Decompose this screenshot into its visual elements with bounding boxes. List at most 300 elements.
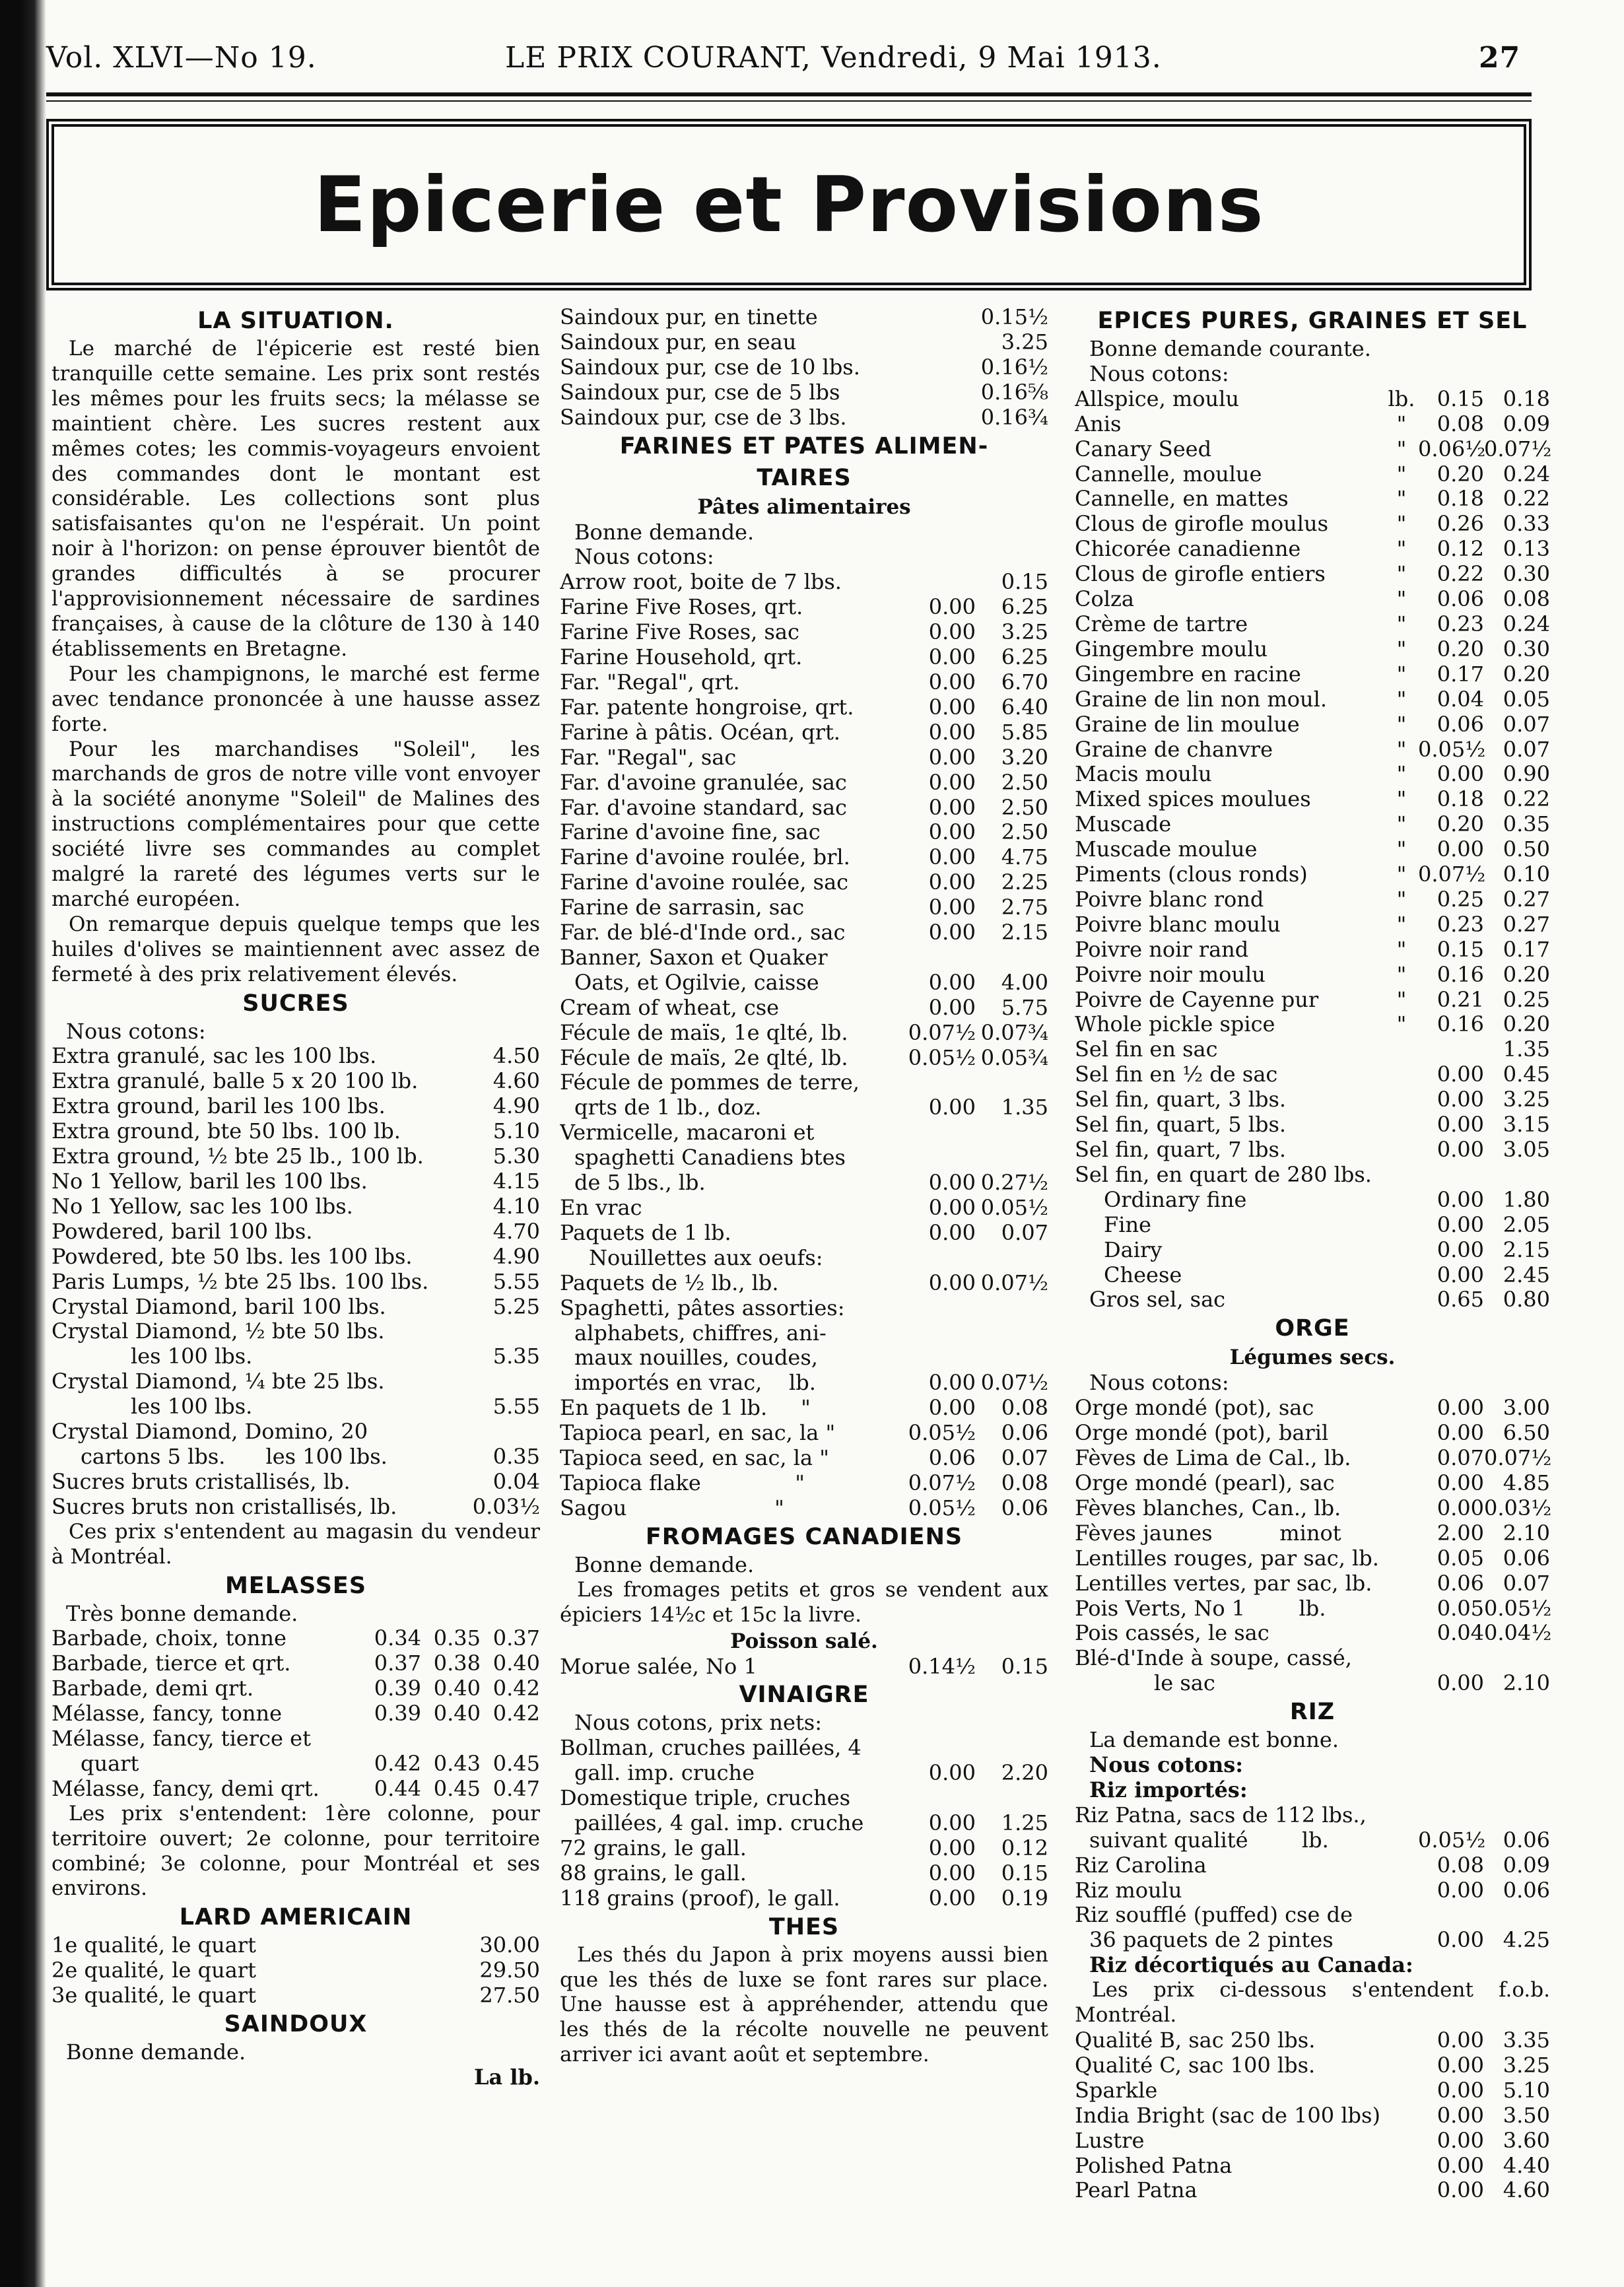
intro-line: Bonne demande courante. bbox=[1089, 336, 1371, 361]
price-row bbox=[560, 796, 1048, 821]
unit-mark: " bbox=[1396, 686, 1407, 712]
price-value: 0.44 bbox=[374, 1775, 421, 1801]
unit-mark: " bbox=[1396, 911, 1407, 937]
item-label: Blé-d'Inde à soupe, cassé, bbox=[1075, 1646, 1352, 1671]
price-value: 0.06 bbox=[928, 1445, 976, 1471]
price-row bbox=[51, 1626, 540, 1651]
price-row bbox=[1075, 662, 1550, 687]
column-1 bbox=[51, 305, 540, 2261]
item-label: No 1 Yellow, baril les 100 lbs. bbox=[51, 1169, 368, 1194]
price-value: 0.03½ bbox=[1484, 1495, 1552, 1520]
price-value: 0.90 bbox=[1503, 761, 1550, 787]
price-row bbox=[51, 1219, 540, 1245]
item-label: Far. de blé-d'Inde ord., sac bbox=[560, 920, 846, 945]
price-value: 0.00 bbox=[928, 1860, 976, 1886]
price-value: 0.16 bbox=[1437, 1011, 1484, 1037]
price-row bbox=[51, 1445, 540, 1470]
price-value: 5.85 bbox=[1001, 719, 1048, 745]
price-row bbox=[1075, 2078, 1550, 2103]
unit-mark: " bbox=[1396, 936, 1407, 962]
price-value: 0.04½ bbox=[1484, 1620, 1552, 1646]
item-label: Extra ground, bte 50 lbs. 100 lb. bbox=[51, 1119, 401, 1144]
price-row bbox=[560, 1296, 1048, 1321]
price-value: 4.60 bbox=[492, 1068, 540, 1094]
price-value: 0.40 bbox=[492, 1651, 540, 1676]
price-value: 0.15 bbox=[1001, 569, 1048, 595]
item-label: paillées, 4 gal. imp. cruche bbox=[574, 1811, 864, 1836]
section-heading: MELASSES bbox=[224, 1572, 367, 1599]
price-value: 5.55 bbox=[492, 1394, 540, 1419]
price-note: Les fromages petits et gros se vendent aux épiciers 14½c et 15c la livre. bbox=[560, 1577, 1048, 1627]
price-row bbox=[1075, 1853, 1550, 1878]
item-label: Poivre blanc rond bbox=[1075, 887, 1264, 912]
price-value bbox=[900, 1346, 976, 1371]
price-row bbox=[51, 1752, 540, 1777]
price-row bbox=[51, 1419, 540, 1445]
price-row bbox=[1075, 812, 1550, 837]
price-value: 0.16⅝ bbox=[980, 379, 1048, 405]
item-label: 88 grains, le gall. bbox=[560, 1860, 747, 1886]
price-value: 0.09 bbox=[1503, 1852, 1550, 1878]
journal-title: LE PRIX COURANT, Vendredi, 9 Mai 1913. bbox=[505, 41, 1162, 75]
item-label: Sel fin, en quart de 280 lbs. bbox=[1075, 1162, 1372, 1187]
unit-mark bbox=[1385, 1188, 1418, 1213]
price-value: 0.07½ bbox=[1484, 1445, 1552, 1471]
price-value: 0.00 bbox=[928, 819, 976, 845]
price-value: 0.45 bbox=[1503, 1062, 1550, 1087]
price-value: 3.25 bbox=[1503, 1087, 1550, 1112]
intro-line: Bonne demande. bbox=[574, 1552, 755, 1577]
item-label: maux nouilles, coudes, bbox=[574, 1346, 818, 1371]
price-value: 0.22 bbox=[1503, 786, 1550, 812]
price-row bbox=[1075, 437, 1550, 462]
price-value: 0.00 bbox=[1437, 1087, 1484, 1112]
price-value: 0.00 bbox=[928, 594, 976, 620]
price-value: 0.00 bbox=[1437, 1186, 1484, 1212]
price-row bbox=[560, 820, 1048, 845]
item-label: Allspice, moulu bbox=[1075, 386, 1239, 411]
item-label: Gros sel, sac bbox=[1089, 1287, 1226, 1313]
price-row bbox=[1075, 1287, 1550, 1313]
price-row bbox=[51, 1119, 540, 1144]
item-label: Whole pickle spice bbox=[1075, 1012, 1275, 1037]
item-label: No 1 Yellow, sac les 100 lbs. bbox=[51, 1194, 353, 1219]
price-value bbox=[900, 1246, 976, 1271]
price-row bbox=[560, 1171, 1048, 1196]
price-row bbox=[1075, 1521, 1550, 1546]
unit-mark: lb. bbox=[1388, 386, 1415, 411]
price-row bbox=[1075, 1421, 1550, 1446]
item-label: Fèves de Lima de Cal., lb. bbox=[1075, 1446, 1351, 1471]
price-value: 0.13 bbox=[1503, 536, 1550, 562]
price-value: 2.50 bbox=[1001, 794, 1048, 820]
price-value: 0.50 bbox=[1503, 836, 1550, 862]
price-row bbox=[1075, 1878, 1550, 1903]
price-row bbox=[51, 1676, 540, 1701]
price-value: 0.06 bbox=[1437, 586, 1484, 612]
price-row bbox=[51, 1701, 540, 1726]
price-value: 0.00 bbox=[928, 1170, 976, 1196]
price-list bbox=[560, 570, 1048, 1520]
price-value bbox=[976, 1246, 1048, 1271]
price-value: 0.00 bbox=[1437, 1927, 1484, 1953]
price-row bbox=[560, 645, 1048, 670]
price-value: 0.00 bbox=[928, 719, 976, 745]
price-value: 0.18 bbox=[1437, 486, 1484, 512]
price-value: 0.05½ bbox=[1484, 1595, 1552, 1621]
price-row bbox=[1075, 737, 1550, 763]
price-value: 0.00 bbox=[1437, 1670, 1484, 1696]
price-row bbox=[1075, 1012, 1550, 1037]
price-value: 5.10 bbox=[1503, 2077, 1550, 2103]
price-value bbox=[976, 1145, 1048, 1171]
price-value: 0.17 bbox=[1503, 936, 1550, 962]
price-value: 0.26 bbox=[1437, 511, 1484, 537]
item-label: Qualité B, sac 250 lbs. bbox=[1075, 2028, 1316, 2053]
price-row bbox=[51, 1983, 540, 2008]
price-list bbox=[51, 1933, 540, 2008]
price-row bbox=[560, 1070, 1048, 1095]
price-value: 0.45 bbox=[433, 1775, 481, 1801]
unit-mark: " bbox=[1396, 961, 1407, 987]
price-value: 0.24 bbox=[1503, 461, 1550, 487]
price-row bbox=[1075, 1471, 1550, 1496]
price-row bbox=[560, 1221, 1048, 1246]
item-label: Sel fin, quart, 3 lbs. bbox=[1075, 1087, 1287, 1112]
price-row bbox=[560, 670, 1048, 695]
price-value: 0.37 bbox=[374, 1651, 421, 1676]
price-value: 0.00 bbox=[1437, 2077, 1484, 2103]
item-label: Macis moulu bbox=[1075, 762, 1212, 787]
price-value: 0.39 bbox=[374, 1676, 421, 1701]
price-list bbox=[51, 1626, 540, 1801]
price-value: 0.25 bbox=[1437, 886, 1484, 912]
price-value: 0.05 bbox=[1437, 1595, 1484, 1621]
item-label: Fine bbox=[1104, 1212, 1151, 1237]
price-value bbox=[1418, 1646, 1484, 1671]
price-row bbox=[560, 1120, 1048, 1145]
intro-line: Nous cotons: bbox=[66, 1018, 206, 1044]
price-value: 0.00 bbox=[928, 994, 976, 1020]
item-label: Powdered, bte 50 lbs. les 100 lbs. bbox=[51, 1244, 413, 1269]
price-row bbox=[51, 1369, 540, 1394]
price-value: 0.05½ bbox=[980, 1195, 1048, 1220]
price-value: 0.17 bbox=[1437, 661, 1484, 687]
item-label: Gingembre en racine bbox=[1075, 662, 1301, 687]
price-value: 0.00 bbox=[1437, 1212, 1484, 1237]
price-row bbox=[1075, 387, 1550, 412]
price-row bbox=[51, 1319, 540, 1344]
price-row bbox=[1075, 1803, 1550, 1828]
price-row bbox=[560, 1321, 1048, 1346]
price-value: 3.05 bbox=[1503, 1137, 1550, 1162]
price-value: 0.00 bbox=[928, 1760, 976, 1786]
item-label: Farine Five Roses, qrt. bbox=[560, 595, 803, 620]
item-label: Barbade, tierce et qrt. bbox=[51, 1651, 291, 1676]
price-value bbox=[900, 1145, 976, 1171]
price-row bbox=[560, 1396, 1048, 1421]
price-value: 0.12 bbox=[1437, 536, 1484, 562]
price-value: 0.42 bbox=[492, 1701, 540, 1726]
item-label: Farine Household, qrt. bbox=[560, 645, 803, 670]
price-value: 0.00 bbox=[928, 619, 976, 645]
item-label: quart bbox=[81, 1751, 139, 1776]
price-value: 0.00 bbox=[1437, 1420, 1484, 1446]
price-row bbox=[1075, 1671, 1550, 1696]
price-value: 0.07 bbox=[1503, 736, 1550, 762]
price-value: 2.15 bbox=[1503, 1237, 1550, 1262]
price-value: 4.60 bbox=[1503, 2177, 1550, 2203]
section-heading: EPICES PURES, GRAINES ET SEL bbox=[1097, 308, 1528, 334]
item-label: Fécule de maïs, 2e qlté, lb. bbox=[560, 1045, 848, 1070]
price-value: 0.42 bbox=[492, 1676, 540, 1701]
item-label: Lentilles rouges, par sac, lb. bbox=[1075, 1546, 1379, 1571]
item-label: Pois Verts, No 1 lb. bbox=[1075, 1596, 1326, 1621]
item-label: Canary Seed bbox=[1075, 436, 1212, 461]
price-value: 0.06 bbox=[1001, 1420, 1048, 1446]
price-value: 0.47 bbox=[492, 1775, 540, 1801]
item-label: Barbade, demi qrt. bbox=[51, 1676, 254, 1701]
price-note: Les thés du Japon à prix moyens aussi bien que les thés de luxe se font rares sur place. Une hausse est à appréhender, attendu que les thés de la récolte nouvelle ne peuvent arriver ici avant août et septembre. bbox=[560, 1942, 1048, 2067]
price-row bbox=[1075, 2028, 1550, 2053]
price-value: 4.10 bbox=[492, 1193, 540, 1219]
item-label: Spaghetti, pâtes assorties: bbox=[560, 1295, 845, 1320]
price-row bbox=[1075, 712, 1550, 737]
price-row bbox=[560, 620, 1048, 645]
item-label: Far. "Regal", sac bbox=[560, 745, 737, 770]
item-label: Cheese bbox=[1104, 1262, 1182, 1287]
price-value: 0.00 bbox=[1437, 1395, 1484, 1421]
item-label: Sel fin, quart, 7 lbs. bbox=[1075, 1138, 1287, 1162]
price-value: 0.00 bbox=[928, 769, 976, 795]
intro-line: Nous cotons: bbox=[574, 544, 714, 570]
price-value: 3.15 bbox=[1503, 1112, 1550, 1138]
price-row bbox=[560, 1421, 1048, 1446]
price-value: 0.19 bbox=[1001, 1885, 1048, 1911]
item-label: Crème de tartre bbox=[1075, 611, 1248, 636]
item-label: Far. "Regal", qrt. bbox=[560, 669, 740, 695]
price-row bbox=[560, 1371, 1048, 1396]
price-value: 0.07½ bbox=[980, 1270, 1048, 1295]
section-title: Epicerie et Provisions bbox=[314, 160, 1264, 250]
price-value: 30.00 bbox=[479, 1932, 540, 1958]
price-value: 0.00 bbox=[928, 694, 976, 720]
price-value: 4.00 bbox=[1001, 969, 1048, 995]
page-number: 27 bbox=[1479, 41, 1521, 75]
price-value: 0.00 bbox=[928, 744, 976, 770]
price-value: 0.14½ bbox=[908, 1653, 976, 1679]
price-row bbox=[1075, 487, 1550, 512]
item-label: Barbade, choix, tonne bbox=[51, 1626, 287, 1651]
price-row bbox=[1075, 2129, 1550, 2154]
price-value: 0.27½ bbox=[980, 1170, 1048, 1196]
price-value: 3.60 bbox=[1503, 2127, 1550, 2153]
item-label: Extra ground, ½ bte 25 lb., 100 lb. bbox=[51, 1144, 424, 1169]
price-row bbox=[560, 945, 1048, 971]
price-value bbox=[900, 1296, 976, 1321]
price-value: 0.05½ bbox=[1418, 736, 1486, 762]
item-label: Lustre bbox=[1075, 2128, 1145, 2153]
price-value bbox=[976, 1736, 1048, 1761]
price-value: 4.15 bbox=[492, 1169, 540, 1194]
price-value: 0.39 bbox=[374, 1701, 421, 1726]
price-value bbox=[467, 1419, 540, 1445]
price-value: 0.00 bbox=[1437, 1262, 1484, 1287]
price-value: 0.06 bbox=[1437, 1570, 1484, 1596]
price-value: 0.18 bbox=[1503, 386, 1550, 411]
item-label: Powdered, baril 100 lbs. bbox=[51, 1219, 313, 1244]
price-row bbox=[1075, 1646, 1550, 1671]
price-row bbox=[560, 1446, 1048, 1471]
price-value: 0.00 bbox=[928, 920, 976, 945]
price-row bbox=[1075, 1112, 1550, 1138]
price-row bbox=[1075, 1396, 1550, 1421]
unit-mark bbox=[1385, 1238, 1418, 1263]
item-label: Far. d'avoine granulée, sac bbox=[560, 770, 847, 795]
price-value: 0.07½ bbox=[1484, 436, 1552, 461]
price-value: 0.22 bbox=[1437, 561, 1484, 587]
price-value: 0.00 bbox=[928, 969, 976, 995]
item-label: Anis bbox=[1075, 411, 1122, 436]
price-value: 5.35 bbox=[492, 1344, 540, 1369]
unit-mark: " bbox=[1396, 411, 1407, 436]
price-value bbox=[976, 1321, 1048, 1346]
price-value: 0.16½ bbox=[980, 354, 1048, 380]
item-label: 72 grains, le gall. bbox=[560, 1835, 747, 1860]
situation-text bbox=[51, 337, 540, 988]
item-label: spaghetti Canadiens btes bbox=[574, 1145, 846, 1171]
header-rule-thin bbox=[46, 100, 1532, 102]
unit-mark bbox=[1385, 1037, 1418, 1062]
subheading: Légumes secs. bbox=[1229, 1346, 1396, 1370]
price-value: 0.00 bbox=[928, 1219, 976, 1245]
price-value: 0.20 bbox=[1437, 636, 1484, 662]
price-row bbox=[1075, 537, 1550, 562]
price-row bbox=[51, 1470, 540, 1495]
item-label: les 100 lbs. bbox=[131, 1394, 253, 1419]
item-label: Saindoux pur, en tinette bbox=[560, 305, 818, 329]
price-row bbox=[1075, 2103, 1550, 2129]
price-row bbox=[1075, 837, 1550, 862]
item-label: Colza bbox=[1075, 587, 1134, 612]
price-value: 0.06½ bbox=[1418, 436, 1486, 461]
price-value: 3.00 bbox=[1503, 1395, 1550, 1421]
price-value: 0.00 bbox=[1437, 2028, 1484, 2053]
price-value: 4.40 bbox=[1503, 2152, 1550, 2178]
item-label: Extra granulé, balle 5 x 20 100 lb. bbox=[51, 1069, 419, 1094]
price-value: 0.40 bbox=[433, 1701, 481, 1726]
price-value: 0.07½ bbox=[1418, 862, 1486, 887]
price-value: 0.07½ bbox=[908, 1470, 976, 1495]
price-row bbox=[51, 1270, 540, 1295]
unit-mark: " bbox=[1396, 536, 1407, 562]
price-value: 0.15½ bbox=[980, 304, 1048, 329]
item-label: Farine à pâtis. Océan, qrt. bbox=[560, 720, 840, 745]
price-value: 0.43 bbox=[433, 1750, 481, 1776]
column-2 bbox=[560, 305, 1048, 2261]
price-row bbox=[560, 1246, 1048, 1271]
price-value: 0.30 bbox=[1503, 561, 1550, 587]
unit-mark: " bbox=[1396, 711, 1407, 737]
price-value: 0.15 bbox=[1001, 1653, 1048, 1679]
price-value: 4.75 bbox=[1001, 844, 1048, 870]
item-label: Riz Carolina bbox=[1075, 1853, 1207, 1878]
item-label: Lentilles vertes, par sac, lb. bbox=[1075, 1571, 1372, 1596]
price-row bbox=[560, 595, 1048, 620]
price-value: 0.20 bbox=[1503, 661, 1550, 687]
price-value: 5.55 bbox=[492, 1268, 540, 1294]
price-row bbox=[560, 1021, 1048, 1046]
price-value: 0.30 bbox=[1503, 636, 1550, 662]
price-value: 0.23 bbox=[1437, 611, 1484, 636]
price-value: 2.20 bbox=[1001, 1760, 1048, 1786]
price-value: 0.07 bbox=[1001, 1445, 1048, 1471]
unit-mark: " bbox=[1396, 611, 1407, 636]
item-label: gall. imp. cruche bbox=[574, 1761, 755, 1786]
price-value: 3.25 bbox=[1001, 329, 1048, 355]
item-label: Tapioca seed, en sac, la " bbox=[560, 1446, 829, 1471]
price-value bbox=[1418, 1037, 1484, 1062]
item-label: suivant qualité lb. bbox=[1089, 1827, 1329, 1853]
item-label: Tapioca pearl, en sac, la " bbox=[560, 1421, 836, 1446]
item-label: Nouillettes aux oeufs: bbox=[589, 1245, 823, 1270]
intro-line: Bonne demande. bbox=[66, 2040, 246, 2065]
price-note: Ces prix s'entendent au magasin du vendeur à Montréal. bbox=[51, 1519, 540, 1569]
price-value: 0.42 bbox=[374, 1750, 421, 1776]
intro-line: Très bonne demande. bbox=[66, 1600, 298, 1626]
price-value bbox=[1484, 1903, 1550, 1928]
price-value: 0.05½ bbox=[1418, 1827, 1486, 1853]
unit-mark: " bbox=[1396, 862, 1407, 887]
price-value: 0.07½ bbox=[980, 1370, 1048, 1396]
price-value bbox=[362, 1726, 421, 1752]
price-value bbox=[900, 570, 976, 595]
price-value: 2.10 bbox=[1503, 1520, 1550, 1546]
item-label: Polished Patna bbox=[1075, 2153, 1233, 2178]
item-label: Crystal Diamond, ¼ bte 25 lbs. bbox=[51, 1369, 385, 1394]
price-row bbox=[560, 1655, 1048, 1680]
price-row bbox=[1075, 988, 1550, 1013]
price-value: 0.10 bbox=[1503, 862, 1550, 887]
price-row bbox=[560, 1046, 1048, 1071]
price-value: 0.00 bbox=[1437, 2177, 1484, 2203]
unit-mark bbox=[1385, 1263, 1418, 1288]
price-row bbox=[51, 1495, 540, 1520]
price-value: 6.25 bbox=[1001, 594, 1048, 620]
item-label: Dairy bbox=[1104, 1237, 1163, 1262]
item-label: 118 grains (proof), le gall. bbox=[560, 1886, 840, 1911]
item-label: En vrac bbox=[560, 1196, 642, 1220]
unit-mark: " bbox=[1396, 561, 1407, 587]
item-label: Farine d'avoine roulée, brl. bbox=[560, 845, 850, 870]
subheading: Pâtes alimentaires bbox=[697, 495, 911, 519]
intro-line: Nous cotons: bbox=[1089, 1370, 1229, 1396]
unit-mark: " bbox=[1396, 586, 1407, 612]
price-row bbox=[1075, 612, 1550, 637]
price-value: 0.00 bbox=[928, 844, 976, 870]
section-heading: LARD AMERICAIN bbox=[179, 1904, 413, 1931]
price-value: 0.16¾ bbox=[980, 404, 1048, 430]
price-row bbox=[560, 996, 1048, 1021]
price-row bbox=[51, 1777, 540, 1802]
price-value: 6.25 bbox=[1001, 644, 1048, 670]
price-value: 0.08 bbox=[1437, 411, 1484, 436]
unit-mark: " bbox=[1396, 786, 1407, 812]
price-value: 0.33 bbox=[1503, 511, 1550, 537]
column-3 bbox=[1075, 305, 1550, 2261]
item-label: Fécule de maïs, 1e qlté, lb. bbox=[560, 1020, 848, 1045]
price-value: 1.35 bbox=[1503, 1037, 1550, 1062]
